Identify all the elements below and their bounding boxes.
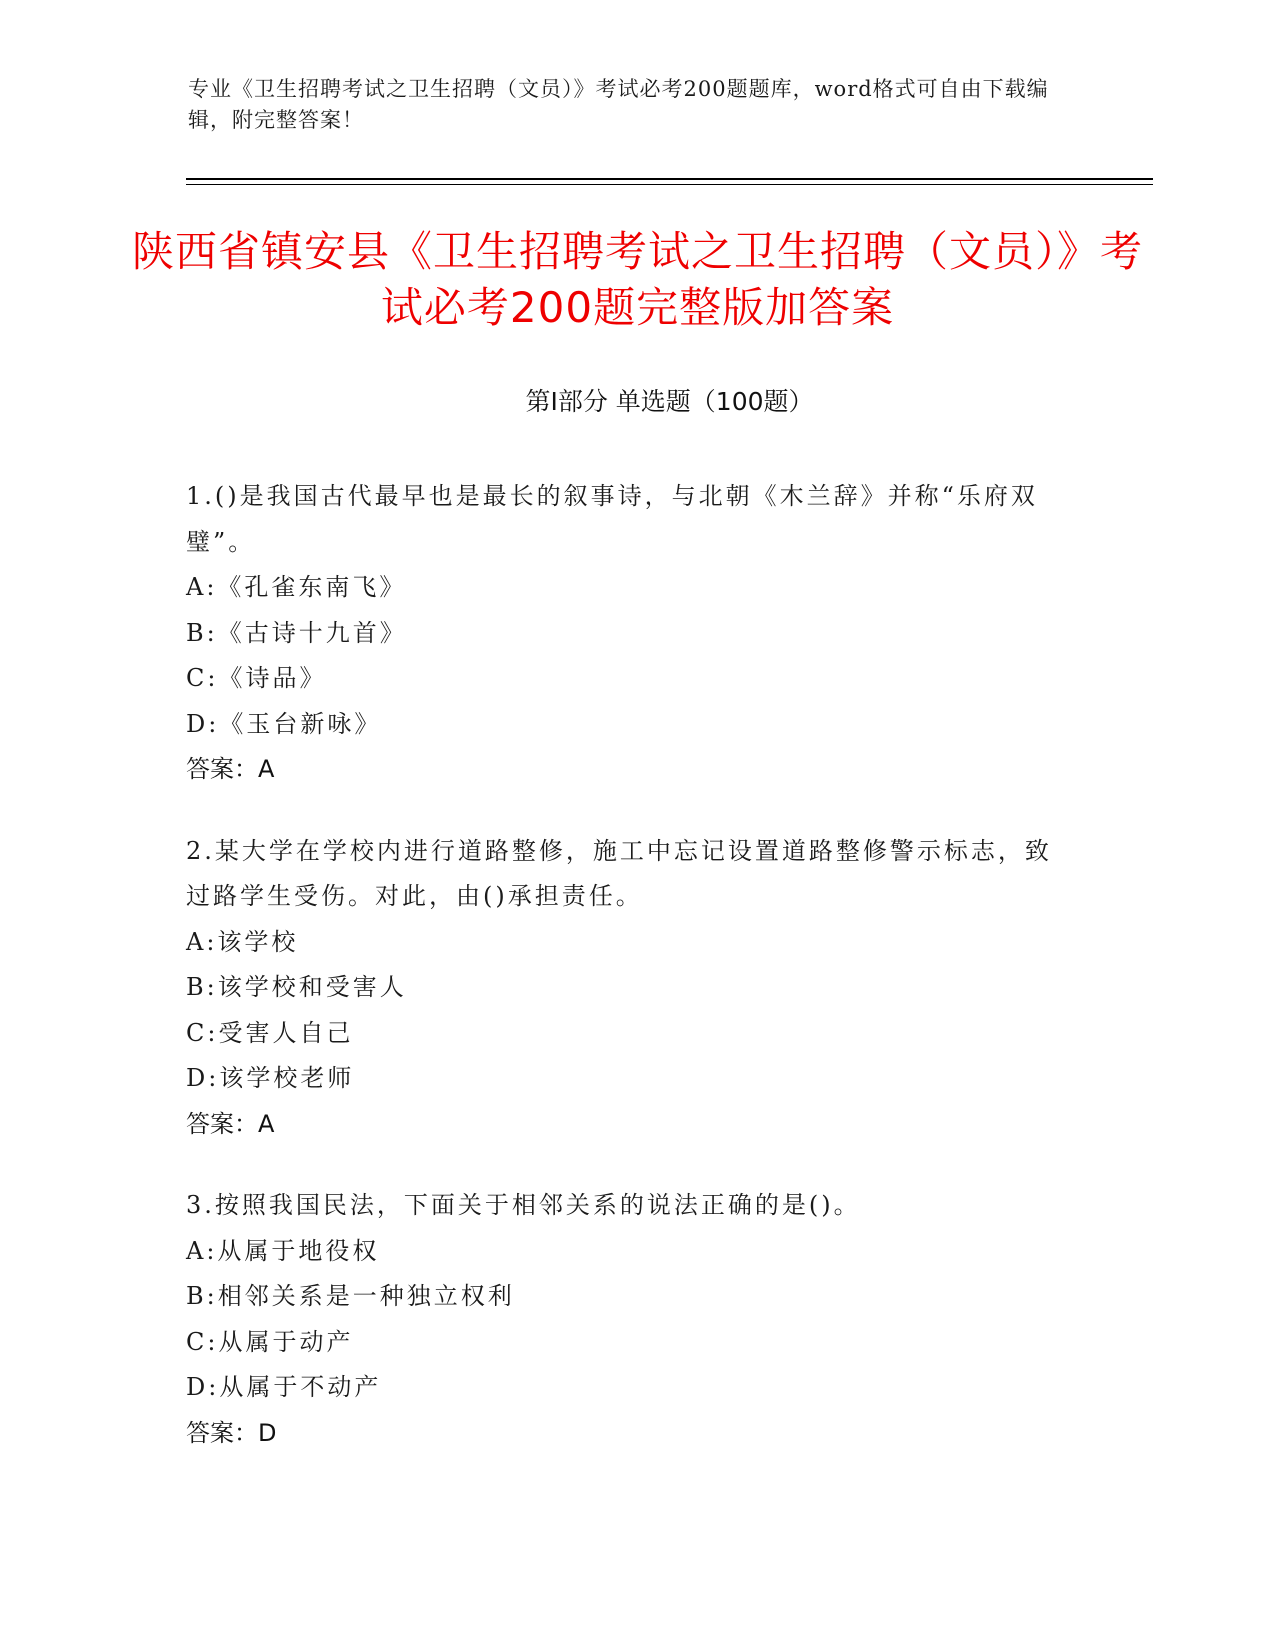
option-d: D:《玉台新咏》 [186, 709, 382, 738]
header-divider-thin [186, 184, 1153, 185]
answer: 答案：A [186, 1109, 275, 1138]
section-heading: 第Ⅰ部分 单选题（100题） [525, 387, 814, 416]
option-c: C:从属于动产 [186, 1327, 354, 1356]
question-list [186, 474, 1066, 1492]
header-divider-thick [186, 178, 1153, 180]
document-header-note: 专业《卫生招聘考试之卫生招聘（文员）》考试必考200题题库，word格式可自由下载编辑，附完整答案！ [188, 77, 1049, 132]
question-stem: 1.()是我国古代最早也是最长的叙事诗，与北朝《木兰辞》并称“乐府双璧”。 [186, 482, 1038, 556]
question-1 [186, 474, 1066, 793]
option-b: B:相邻关系是一种独立权利 [186, 1282, 515, 1310]
document-title: 陕西省镇安县《卫生招聘考试之卫生招聘（文员）》考试必考200题完整版加答案 [131, 227, 1143, 332]
option-b: B:该学校和受害人 [186, 973, 407, 1001]
option-d: D:从属于不动产 [186, 1373, 382, 1401]
question-stem: 2.某大学在学校内进行道路整修，施工中忘记设置道路整修警示标志，致过路学生受伤。对此，由()承担责任。 [186, 836, 1052, 910]
answer: 答案：A [186, 755, 275, 783]
question-3 [186, 1183, 1066, 1456]
option-d: D:该学校老师 [186, 1064, 355, 1092]
option-a: A:《孔雀东南飞》 [186, 573, 407, 601]
option-a: A:该学校 [186, 927, 299, 956]
option-a: A:从属于地役权 [186, 1236, 380, 1265]
answer: 答案：D [186, 1418, 277, 1447]
question-stem: 3.按照我国民法，下面关于相邻关系的说法正确的是()。 [186, 1191, 861, 1219]
option-b: B:《古诗十九首》 [186, 618, 407, 647]
option-c: C:受害人自己 [186, 1018, 354, 1047]
question-2 [186, 829, 1066, 1148]
option-c: C:《诗品》 [186, 664, 327, 692]
